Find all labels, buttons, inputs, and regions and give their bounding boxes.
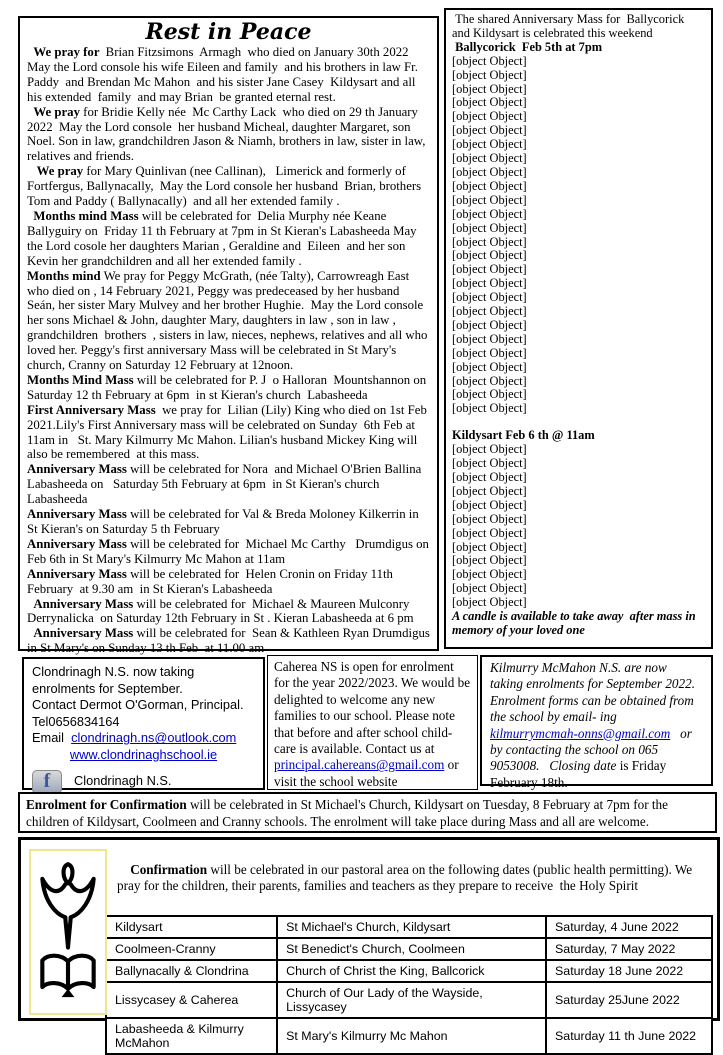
- rip-paragraph-text: will be celebrated for P. J o Halloran Mountshannon on Saturday 12 th February at 6pm in st Kieran's church Labasheeda: [27, 372, 430, 402]
- caherea-text-after: or visit the school website: [274, 757, 462, 789]
- rip-paragraph-text: We pray for Peggy McGrath, (née Talty), Carrowreagh East who died on , 14 February 2021, Peggy was predeceased by her husband Seán, her sister Mary Mulvey and her brother Hughie. May the Lord console her sons Michael & John, daughter Mary, daughters in law , son in law , grandchildren brothers , sisters in law, nieces, nephews, relatives and all who loved her. Peggy's first anniversary Mass will be celebrated in St Mary's church, Cranny on Saturday 12 February at 12noon.: [27, 268, 431, 373]
- anniversary-name: [object Object]: [452, 164, 527, 179]
- anniversary-name: [object Object]: [452, 109, 527, 124]
- rip-paragraph-text: will be celebrated for Michael Mc Carthy Drumdigus on Feb 6th in St Mary's Kilmurry Mc Mahon at 11am: [27, 536, 433, 566]
- date-cell: Saturday 25June 2022: [546, 982, 712, 1018]
- kildysart-names-list: [452, 443, 705, 610]
- table-row: [106, 960, 712, 982]
- anniversary-name: [object Object]: [452, 373, 527, 388]
- rest-in-peace-title: Rest in Peace: [145, 19, 312, 45]
- candle-note: A candle is available to take away after mass in memory of your loved one: [452, 609, 699, 637]
- anniversary-name: [object Object]: [452, 511, 527, 526]
- anniversary-name: [object Object]: [452, 387, 527, 402]
- clondrinagh-line1: Clondrinagh N.S. now taking enrolments for September.: [32, 664, 198, 696]
- rip-paragraphs: [27, 45, 437, 656]
- dove-book-image-frame: [29, 849, 107, 1015]
- rip-paragraph-text: we pray for Lilian (Lily) King who died on 1st Feb 2021.Lily's First Anniversary mass will be celebrated on Sunday 6th Feb at 11am in St. Mary Kilmurry Mc Mahon. Lilian's husband Mickey King will also be remembered at this mass.: [27, 402, 431, 462]
- rip-paragraph: [27, 373, 430, 403]
- rip-paragraph: [27, 507, 430, 537]
- area-cell: Labasheeda & Kilmurry McMahon: [106, 1018, 277, 1054]
- anniversary-name: [object Object]: [452, 359, 527, 374]
- anniversary-name: [object Object]: [452, 304, 527, 319]
- rip-paragraph-text: Brian Fitzsimons Armagh who died on January 30th 2022 May the Lord console his wife Eileen and family and his brothers in law Fr. Paddy and Brendan Mc Mahon and his sister Jane Casey Kildysart and all his extended family and may Brian be granted eternal rest.: [27, 45, 422, 104]
- anniversary-name: [object Object]: [452, 95, 527, 110]
- kildysart-heading: Kildysart Feb 6 th @ 11am: [452, 428, 595, 443]
- anniversary-name: [object Object]: [452, 262, 527, 277]
- area-cell: Lissycasey & Caherea: [106, 982, 277, 1018]
- rip-paragraph-lead: Anniversary Mass: [27, 626, 134, 641]
- anniversary-name: [object Object]: [452, 567, 527, 582]
- date-cell: Saturday 18 June 2022: [546, 960, 712, 982]
- date-cell: Saturday 11 th June 2022: [546, 1018, 712, 1054]
- rip-paragraph: [27, 164, 430, 209]
- anniversary-name: [object Object]: [452, 248, 527, 263]
- date-cell: Saturday, 4 June 2022: [546, 916, 712, 938]
- shared-anniversary-section: [444, 8, 713, 649]
- confirmation-intro: [117, 845, 709, 911]
- rip-paragraph: [27, 45, 430, 105]
- confirmation-dates-table: [105, 915, 713, 1055]
- anniversary-name: [object Object]: [452, 81, 527, 96]
- rip-paragraph-text: will be celebrated for Michael & Maureen Mulconry Derrynalicka on Saturday 12th February in St . Kieran Labasheeda at 6 pm: [27, 596, 414, 626]
- rip-paragraph-text: will be celebrated for Nora and Michael O'Brien Ballina Labasheeda on Saturday 5th February at 6pm in St Kieran's church Labasheeda: [27, 462, 425, 507]
- anniversary-name: [object Object]: [452, 276, 527, 291]
- enrolment-text: will be celebrated in St Michael's Church, Kildysart on Tuesday, 8 February at 7pm for the children of Kildysart, Coolmeen and Cranny schools. The enrolment will take place during Mass and all are welcome.: [26, 797, 672, 829]
- rip-paragraph: [27, 269, 430, 373]
- rip-paragraph-lead: We pray: [27, 104, 80, 119]
- rip-paragraph-lead: Anniversary Mass: [27, 462, 127, 477]
- rip-paragraph-lead: We pray for: [27, 45, 103, 59]
- table-row: [106, 938, 712, 960]
- table-row: [106, 982, 712, 1018]
- confirmation-lead: Confirmation: [130, 861, 208, 877]
- anniversary-name: [object Object]: [452, 470, 527, 484]
- confirmation-section: [18, 837, 720, 1051]
- anniversary-name: [object Object]: [452, 151, 527, 166]
- anniversary-name: [object Object]: [452, 67, 527, 82]
- church-cell: Church of Our Lady of the Wayside, Lissycasey: [277, 982, 546, 1018]
- ballycorick-names-list: [452, 55, 705, 417]
- table-row: [106, 1018, 712, 1054]
- rip-paragraph-text: will be celebrated for Val & Breda Moloney Kilkerrin in St Kieran's on Saturday 5 th February: [27, 507, 422, 536]
- area-cell: Coolmeen-Cranny: [106, 938, 277, 960]
- rip-paragraph: [27, 105, 430, 165]
- enrolment-confirmation-notice: [18, 792, 717, 833]
- clondrinagh-email-link[interactable]: clondrinagh.ns@outlook.com: [71, 730, 237, 746]
- anniversary-name: [object Object]: [452, 192, 527, 207]
- clondrinagh-line2: Contact Dermot O'Gorman, Principal.: [32, 697, 244, 713]
- confirmation-table-body: [106, 916, 712, 1054]
- church-cell: St Benedict's Church, Coolmeen: [277, 938, 546, 960]
- anniversary-name: [object Object]: [452, 539, 527, 554]
- church-cell: Church of Christ the King, Ballcorick: [277, 960, 546, 982]
- date-cell: Saturday, 7 May 2022: [546, 938, 712, 960]
- kilmurry-text-after: or by contacting the school on 065 9053008. Closing date: [490, 725, 696, 774]
- clondrinagh-facebook-row: [32, 770, 255, 794]
- anniversary-name: [object Object]: [452, 317, 527, 332]
- clondrinagh-email-row: [32, 730, 255, 747]
- anniversary-name: [object Object]: [452, 401, 527, 416]
- facebook-page-label: Clondrinagh N.S.: [74, 773, 172, 789]
- anniversary-name: [object Object]: [452, 178, 527, 193]
- rip-paragraph: [27, 597, 430, 627]
- kilmurry-school-notice: [480, 655, 713, 790]
- anniversary-name: [object Object]: [452, 234, 527, 249]
- rip-paragraph-lead: Anniversary Mass: [27, 596, 134, 611]
- anniversary-name: [object Object]: [452, 137, 527, 152]
- church-cell: St Mary's Kilmurry Mc Mahon: [277, 1018, 546, 1054]
- rip-paragraph: [27, 536, 433, 567]
- clondrinagh-school-notice: [22, 657, 265, 793]
- area-cell: Kildysart: [106, 916, 277, 938]
- anniversary-name: [object Object]: [452, 442, 527, 457]
- table-row: [106, 916, 712, 938]
- rip-paragraph-text: for Mary Quinlivan (nee Callinan), Limerick and formerly of Fortfergus, Ballynacally, May the Lord console her husband Brian, brothers Tom and Paddy ( Ballynacally) and all her extended family .: [27, 164, 425, 209]
- anniversary-name: [object Object]: [452, 290, 527, 305]
- ballycorick-heading: Ballycorick Feb 5th at 7pm: [452, 39, 603, 54]
- rip-paragraph-lead: We pray: [27, 164, 84, 179]
- anniversary-name: [object Object]: [452, 553, 527, 568]
- dove-and-book-icon: [35, 856, 101, 1008]
- rip-paragraph-lead: First Anniversary Mass: [27, 402, 156, 417]
- rip-paragraph-lead: Months Mind Mass: [27, 372, 134, 387]
- rip-paragraph: [27, 403, 430, 463]
- anniversary-name: [object Object]: [452, 331, 527, 346]
- anniversary-name: [object Object]: [452, 456, 527, 471]
- enrolment-lead: Enrolment for Confirmation: [26, 797, 187, 812]
- rip-paragraph-text: for Bridie Kelly née Mc Carthy Lack who died on 29 th January 2022 May the Lord console her husband Micheal, daughter Margaret, son Noel. Son in law, grandchildren Jason & Niamh, brothers in law, sister in law, relatives and friends.: [27, 104, 429, 164]
- rip-paragraph-text: will be celebrated for Helen Cronin on Friday 11th February at 9.30 am in St Kieran's Labasheeda: [27, 566, 397, 596]
- caherea-email-link[interactable]: principal.cahereans@gmail.com: [274, 757, 445, 773]
- rip-paragraph-text: will be celebrated for Delia Murphy née Keane Ballyguiry on Friday 11 th February at 7pm in St Kieran's Labasheeda May the Lord cosole her daughters Marian , Geraldine and Eileen and her son Kevin her grandchildren and all her extended family .: [27, 208, 420, 268]
- kilmurry-closing-date: is Friday February 18th.: [490, 758, 677, 790]
- clondrinagh-line3: Tel0656834164: [32, 713, 120, 729]
- anniversary-name: [object Object]: [452, 497, 527, 512]
- anniversary-name: [object Object]: [452, 220, 527, 235]
- anniversary-name: [object Object]: [452, 123, 527, 138]
- anniversary-name: [object Object]: [452, 525, 527, 540]
- email-label: Email: [32, 730, 72, 746]
- caherea-school-notice: [267, 655, 478, 790]
- rip-paragraph-lead: Anniversary Mass: [27, 507, 127, 522]
- anniversary-intro: The shared Anniversary Mass for Ballycorick and Kildysart is celebrated this weekend: [452, 12, 688, 40]
- facebook-icon: f: [32, 770, 62, 794]
- anniversary-name: [object Object]: [452, 581, 527, 596]
- rip-paragraph: [27, 462, 430, 507]
- rip-paragraph-lead: Months mind: [27, 268, 101, 283]
- anniversary-name: [object Object]: [452, 345, 527, 360]
- rip-paragraph: [27, 567, 430, 597]
- area-cell: Ballynacally & Clondrina: [106, 960, 277, 982]
- rest-in-peace-section: [18, 16, 439, 656]
- rip-paragraph-lead: Anniversary Mass: [27, 536, 127, 551]
- rip-paragraph: [27, 209, 430, 269]
- confirmation-text: will be celebrated in our pastoral area on the following dates (public health permitting). We pray for the children, their parents, families and teachers as they prepare to receive the Holy Spirit: [117, 861, 696, 894]
- rip-paragraph: [27, 626, 437, 656]
- anniversary-name: [object Object]: [452, 483, 527, 498]
- anniversary-name: [object Object]: [452, 206, 527, 221]
- kilmurry-email-link[interactable]: kilmurrymcmah-onns@gmail.com: [490, 725, 671, 741]
- clondrinagh-website-link[interactable]: www.clondrinaghschool.ie: [69, 746, 218, 762]
- rip-paragraph-lead: Months mind Mass: [27, 208, 139, 223]
- caherea-text: Caherea NS is open for enrolment for the year 2022/2023. We would be delighted to welcome any new families to our school. Please note that before and after school child-care is available. Contact us at: [274, 659, 474, 757]
- church-cell: St Michael's Church, Kildysart: [277, 916, 546, 938]
- rip-paragraph-lead: Anniversary Mass: [27, 566, 127, 581]
- clondrinagh-website-row: [32, 747, 255, 764]
- anniversary-name: [object Object]: [452, 53, 527, 68]
- kilmurry-text: Kilmurry McMahon N.S. are now taking enrolments for September 2022. Enrolment forms can be obtained from the school by email- ing: [490, 660, 705, 725]
- anniversary-name: [object Object]: [452, 595, 527, 610]
- rip-paragraph-text: will be celebrated for Sean & Kathleen Ryan Drumdigus in St Mary's on Sunday 13 th Feb at 11.00 am: [27, 626, 437, 656]
